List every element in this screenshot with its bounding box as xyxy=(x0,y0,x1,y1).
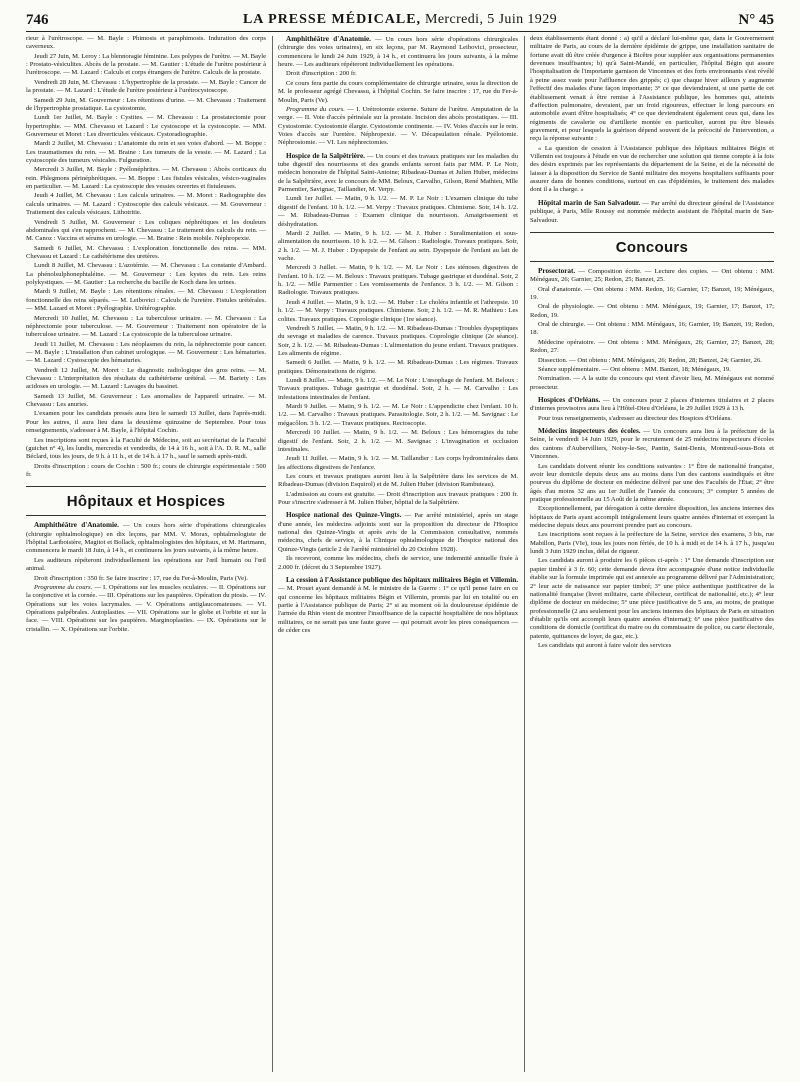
paragraph: — I. Urétrotomie externe. Suture de l'urètre. Amputation de la verge. — II. Voie d'accès périnéale sur la prostate. Incision des abcès prostatiques. — III. Cystostomie. Cystostomie élargie. Cystostomie continente. — IV. Voies d'accès sur le rein. Voies d'accès sur l'uretère. Néphropexie. — V. Décapsulation rénale. Pyélotomie. Néphrostomie. — VI. Les néphrectomies. xyxy=(278,105,518,147)
column-left xyxy=(26,35,266,1075)
running-title xyxy=(26,12,774,28)
item-heading: Amphithéâtre d'Anatomie. xyxy=(286,35,371,43)
schedule-entry: Jeudi 4 Juillet. — Matin, 9 h. 1/2. — M. Huber : Le choléra infantile et l'athrepsie. 10 h. 1/2. — M. Verpy : Travaux pratiques. Chimisme. Soir, 2 h. 1/2. — M. R. Mathieu : Les colites. Travaux pratiques. Coprologie clinique (1re séance). xyxy=(278,298,518,323)
paragraph: rieur à l'urétroscope. — M. Bayle : Phimosis et paraphimosis. Induration des corps caverneux. xyxy=(26,35,266,51)
paragraph: Pour tous renseignements, s'adresser au directeur des Hospices d'Orléans. xyxy=(538,414,732,422)
paragraph: L'admission au cours est gratuite. — Droit d'inscription aux travaux pratiques : 200 fr. Pour s'inscrire s'adresser à M. Julien Huber, hôpital de la Salpêtrière. xyxy=(278,490,518,507)
page-header xyxy=(26,10,774,32)
item-heading: Hospices d'Orléans. xyxy=(538,395,601,404)
paragraph: — Par arrêté du directeur général de l'Assistance publique, à Paris, Mlle Roussy est nommée médecin assistant de l'hôpital marin de San-Salvadour. xyxy=(530,199,774,224)
paragraph: — Par arrêté ministériel, après un stage d'une année, les médecins adjoints sont sur la proposition du directeur de l'Hospice national des Quinze-Vingts et après avis de la Commission consultative, nommés médecins, chefs de service, à la Clinique ophtalmologique de l'hospice national des Quinze-Vingts (article 2 de l'arrêté ministériel du 20 Octobre 1928). xyxy=(278,512,518,553)
paragraph: Les candidats qui auront à faire valoir des services xyxy=(538,642,672,650)
column-middle xyxy=(278,35,518,1075)
paragraph: Droit d'inscription : 350 fr. Se faire inscrire : 17, rue du Fer-à-Moulin, Paris (Ve). xyxy=(34,574,248,582)
paragraph: Jeudi 27 Juin, M. Leroy : La blennoragie féminine. Les polypes de l'urètre. — M. Bayle : Prostato-vésiculites. Abcès de la prostate. — M. Gautier : L'étude de l'urètre postérieur à l'urétroscope. — M. Lazard : Calculs et corps étrangers de l'urètre. Calculs de la prostate. xyxy=(26,52,266,77)
schedule-entry: Vendredi 5 Juillet. — Matin, 9 h. 1/2. — M. Ribadeau-Dumas : Troubles dyspeptiques du sevrage et maladies de carence. Travaux pratiques. Coprologie clinique (2e séance). Soir, 2 h. 1/2. — M. Ribadeau-Dumas : L'alimentation du jeune enfant. Travaux pratiques. Les aliments de régime. xyxy=(278,324,518,357)
paragraph: Ce cours fera partie du cours complémentaire de chirurgie urinaire, sous la direction de M. le professeur agrégé Chevassu, à l'hôpital Cochin. Se faire inscrire : 17, rue du Fer-à-Moulin, Paris (Ve). xyxy=(278,79,518,104)
paragraph: Dissection. — Ont obtenu : MM. Ménégaux, 26; Redon, 28; Banzet, 24; Garnier, 26. xyxy=(538,356,762,364)
paragraph: Séance supplémentaire. — Ont obtenu : MM. Banzet, 18; Ménégaux, 19. xyxy=(538,365,731,373)
paragraph: Samedi 29 Juin, M. Gouverneur : Les rétentions d'urine. — M. Chevassu : Traitement de l'hypertrophie prostatique. La cystostomie. xyxy=(26,96,266,112)
paragraph: Les candidats doivent réunir les conditions suivantes : 1° Être de nationalité française, avoir leur domicile depuis deux ans au moins dans l'un des cantons susindiqués et être pourvus du diplôme de docteur en médecine délivré par une des Facultés de l'État; 2° être âgés d'au moins 32 ans au 1er Juillet de l'année du concours; 3° compter 5 années de pratique professionnelle au 15 Août de la même année. xyxy=(530,462,774,503)
journal-name: LA PRESSE MÉDICALE, xyxy=(242,12,422,27)
paragraph: Exceptionnellement, par dérogation à cette dernière disposition, les anciens internes des hôpitaux de Paris ayant accompli intégralement leurs quatre années d'internat et exerçant la médecine depuis deux ans pourront prendre part au concours. xyxy=(530,505,774,530)
item-heading: Médecins inspecteurs des écoles. xyxy=(538,427,641,436)
schedule-entry: Jeudi 11 Juillet. — Matin, 9 h. 1/2. — M. Taillandier : Les corps hydrominérales dans les affections digestives de l'enfance. xyxy=(278,455,518,471)
paragraph: Les candidats auront à produire les 6 pièces ci-après : 1° Une demande d'inscription sur papier timbré à 3 fr. 60; cette demande devra être accompagnée d'une notice individuelle établie sur la formule imprimée qui est annexée au programme délivré par l'Administration; 2° leur acte de naissance sur papier timbré; 3° une pièce authentique justificative de la nationalité française (livret militaire, carte d'électeur, certificat de nationalité, etc.); 4° leur diplôme de docteur en médecine; 5° une pièce justificative de 5 ans, au moins, de pratique professionnelle (2 ans seulement pour les anciens internes des hôpitaux de Paris en situation d'établir qu'ils ont accompli leurs quatre années d'internat); 6° une pièce justificative des conditions de domicile (certificat du maire ou du commissaire de police, ou carte électorale, patente, quittances de loyer, de gaz, etc.). xyxy=(530,557,774,640)
paragraph: Les inscriptions sont reçues à la préfecture de la Seine, service des examens, 3 bis, rue Mabillon, Paris (VIe), tous les jours non fériés, de 10 h. à midi et de 14 h. à 17 h., jusqu'au lundi 3 Juin 1929 inclus, délai de rigueur. xyxy=(530,531,774,556)
section-heading-concours: Concours xyxy=(530,232,774,262)
paragraph: Oral de physiologie. — Ont obtenu : MM. Ménégaux, 19; Garnier, 17; Banzet, 17; Redon, 19. xyxy=(530,303,774,319)
schedule-entry: Mercredi 10 Juillet. — Matin, 9 h. 1/2. — M. Beloux : Les hémorragies du tube digestif de l'enfant. Soir, 2 h. 1/2. — M. Savignac : L'invagination et occlusion intestinales. xyxy=(278,429,518,453)
paragraph: — Un concours pour 2 places d'internes titulaires et 2 places d'internes provisoires aura lieu à l'Hôtel-Dieu d'Orléans, le 29 Juillet 1929 à 13 h. xyxy=(530,396,774,413)
item-heading: Amphithéâtre d'Anatomie. xyxy=(34,521,119,530)
schedule-entry: Mardi 2 Juillet. — Matin, 9 h. 1/2. — M. J. Huber : Suralimentation et sous-alimentation du nourrisson. 10 h. 1/2. — M. Gilson : Radiologie. Travaux pratiques. Soir, 2 h. 1/2. — M. J. Huber : Dyspepsie de l'enfant au sein. Dyspepsie de l'enfant au lait de vache. xyxy=(278,229,518,262)
paragraph: deux établissements étant donné : a) qu'il a déclaré lui-même que, dans le Gouvernement militaire de Paris, au cours de la dernière épidémie de grippe, une installation sanitaire de fortune avait dû être créée d'urgence à Bicêtre pour suppléer aux organisations permanentes devenues insuffisantes; b) qu'à Saint-Mandé, en particulier, l'hôpital Bégin qui assure l'hospitalisation de l'importante garnison de Vincennes et des forts environnants s'est révélé à peine assez vaste pour l'affluence des grippés; c) que chaque hiver ailleurs y augmente l'effectif des malades d'une façon importante; 3° ce que deviendraient, si une partie de cet établissement venait à être remise à l'Assistance publique, les hommes qui, atteints d'affection pulmonaire, devraient, par un froid rigoureux, effectuer le long parcours en automobile avant d'être hospitalisés; 4° ce que deviendraient également ceux qui, dans les régiments de cavalerie ou d'artillerie montée en particulier, auront pu être blessés gravement, et pour lesquels la guérison dépend souvent de la précocité de l'intervention, a reçu la réponse suivante : xyxy=(530,35,774,143)
paragraph: Jeudi 11 Juillet, M. Chevassu : Les néoplasmes du rein, la néphrectomie pour cancer. — M. Bayle : L'installation d'un cabinet urologique. — M. Gouverneur : Les hématuries. — M. Lazard : Cystoscopie des hématuries. xyxy=(26,340,266,365)
paragraph: Vendredi 28 Juin, M. Chevassu : L'hypertrophie de la prostate. — M. Bayle : Cancer de la prostate. — M. Lazard : L'étude de l'urètre postérieur à l'urétrocystoscope. xyxy=(26,78,266,95)
paragraph: — Composition écrite. — Lecture des copies. — Ont obtenu : MM. Ménégaux, 26; Garnier, 25; Redon, 25; Banzet, 25. xyxy=(530,267,774,284)
paragraph: Lundi 1er Juillet, M. Bayle : Cystites. — M. Chevassu : La prostatectomie pour hypertrophie. — MM. Chevassu et Lazard : Le cystoscope et la cystoscopie. — MM. Gouverneur et Moret : Les diverticules vésicaux. Cystoradiographie. xyxy=(26,114,266,138)
paragraph: Les auditeurs répéteront individuellement les opérations sur l'œil humain ou l'œil animal. xyxy=(26,556,266,573)
issue-date: Mercredi, 5 Juin 1929 xyxy=(424,12,558,27)
paragraph: Les cours et travaux pratiques auront lieu à la Salpêtrière dans les services de M. Ribadeau-Dumas (division Esquirol) et de M. Julien Huber (division Rambuteau). xyxy=(278,472,518,489)
header-rule xyxy=(26,31,774,32)
paragraph: Mercredi 3 Juillet, M. Bayle : Pyélonéphrites. — M. Chevassu : Abcès corticaux du rein. Phlegmons périnéphrétiques. — M. Boppe : Les fistules vésicales, vésico-vaginales en particulier. — M. Lazard : La cystoscopie des vessies ouvertes et fistuleuses. xyxy=(26,166,266,191)
schedule-entry: Lundi 1er Juillet. — Matin, 9 h. 1/2. — M. P. Le Noir : L'examen clinique du tube digestif de l'enfant. 10 h. 1/2. — M. Verpy : Travaux pratiques. Chimisme. Soir, 14 h. 1/2. — M. Ribadeau-Dumas : Examen clinique du nourrisson. Amaigrissement et déshydratation. xyxy=(278,195,518,228)
item-heading: Hospice de la Salpêtrière. xyxy=(286,151,365,160)
paragraph: — Un concours aura lieu à la préfecture de la Seine, le vendredi 14 Juin 1929, pour le recrutement de 25 médecins inspecteurs d'écoles des cantons d'Aubervilliers, Noisy-le-Sec, Pantin, Saint-Denis, Montreuil-sous-Bois et Vincennes. xyxy=(530,428,774,461)
paragraph: Oral d'anatomie. — Ont obtenu : MM. Redon, 16; Garnier, 17; Banzet, 19; Ménégaux, 19. xyxy=(530,285,774,302)
paragraph: Les inscriptions sont reçues à la Faculté de Médecine, soit au secrétariat de la Faculté (guichet n° 4), les lundis, mercredis et vendredis, de 14 à 16 h., soit à l'A. D. R. M., salle Béclard, tous les jours, de 9 h. à 11 h., et de 14 h. à 17 h., sauf le samedi après-midi. xyxy=(26,436,266,461)
paragraph: Mardi 2 Juillet, M. Chevassu : L'anatomie du rein et ses voies d'abord. — M. Boppe : Les traumatismes du rein. — M. Braine : Les tumeurs de la vessie. — M. Lazard : La cystoscopie des tumeurs vésicales. Fulguration. xyxy=(26,140,266,165)
item-heading: Hospice national des Quinze-Vingts. xyxy=(286,511,402,520)
column-divider xyxy=(272,36,273,1072)
schedule-entry: Samedi 6 Juillet. — Matin, 9 h. 1/2. — M. Ribadeau-Dumas : Les régimes. Travaux pratiques. Démonstrations de régime. xyxy=(278,359,518,375)
paragraph: Nomination. — A la suite du concours qui vient d'avoir lieu, M. Ménégaux est nommé prosecteur. xyxy=(530,375,774,391)
item-heading: La cession à l'Assistance publique des hôpitaux militaires Bégin et Villemin. xyxy=(286,575,518,584)
schedule-entry: Mardi 9 Juillet. — Matin, 9 h. 1/2. — M. Le Noir : L'appendicite chez l'enfant. 10 h. 1/2. — M. Carvalho : Travaux pratiques. Parasitologie. Soir, 2 h. 1/2. — M. Savignac : Le mégacôlon. 3 h. 1/2. — Travaux pratiques. Rectoscopie. xyxy=(278,403,518,427)
issue-number: N° 45 xyxy=(738,12,774,28)
paragraph: Droits d'inscription : cours de Cochin : 500 fr.; cours de chirurgie expérimentale : 500 fr. xyxy=(26,462,266,478)
paragraph: Jeudi 4 Juillet, M. Chevassu : Les calculs urinaires. — M. Moret : Radiographie des calculs urinaires. — M. Lazard : Cystoscopie des calculs vésicaux. — M. Gouverneur : Traitement des calculs vésicaux. Lithotritie. xyxy=(26,192,266,217)
paragraph: — Un cours hors série d'opérations chirurgicales (chirurgie ophtalmologique) en dix leçons, par MM. V. Morax, ophtalmologiste de l'hôpital Lariboisière, Magitot et Bollack, ophtalmologistes des hôpitaux, et M. Hartmann, commencera le mardi 18 Juin, à 14 h., et continuera les jours suivants, à la même heure. xyxy=(26,522,266,555)
program-label: Programme du cours. xyxy=(286,105,345,113)
item-heading: Hôpital marin de San Salvadour. xyxy=(538,198,641,207)
column-right xyxy=(530,35,774,1075)
paragraph: « La question de cession à l'Assistance publique des hôpitaux militaires Bégin et Villemin est toujours à l'étude en vue de rechercher une solution qui tienne compte à la fois des désirs exprimés par les représentants du département de la Seine, et de la nécessité de laisser à la disposition du Service de Santé militaire des moyens hospitaliers suffisants pour assurer dans de bonnes conditions, surtout en cas d'épidémies, le traitement des malades dont il a la charge. » xyxy=(530,144,774,194)
paragraph: L'examen pour les candidats pressés aura lieu le samedi 13 Juillet, dans l'après-midi. Pour les autres, il aura lieu dans la deuxième quinzaine de Septembre. Pour tous renseignements, s'adresser à M. Bayle, à l'hôpital Cochin. xyxy=(26,410,266,435)
paragraph: Mercredi 10 Juillet, M. Chevassu : La tuberculose urinaire. — M. Chevassu : La néphrectomie pour tuberculose. — M. Gouverneur : Traitement non opératoire de la tuberculose urinaire. — M. Lazard : La cystoscopie de la tuberculose urinaire. xyxy=(26,314,266,339)
paragraph: Médecine opératoire. — Ont obtenu : MM. Ménégaux, 26; Garnier, 27; Banzet, 28; Redon, 27. xyxy=(530,338,774,355)
paragraph: — I. Opérations sur les muscles oculaires. — II. Opérations sur la conjonctive et la cornée. — III. Opérations sur les paupières. Opération du ptosis. — IV. Opérations sur les voies lacrymales. — V. Opérations antiglaucomateuses. — VI. Opérations palpébrales. Autoplasties. — VII. Opérations sur le globe et l'orbite et sur la face. — VIII. Opérations sur les paupières. Marginoplasties. — IX. Opérations sur le cristallin. — X. Opérations sur l'orbite. xyxy=(26,583,266,633)
section-heading-hopitaux: Hôpitaux et Hospices xyxy=(26,486,266,516)
paragraph: — Un cours et des travaux pratiques sur les maladies du tube digestif des nourrissons et des grands enfants seront faits par MM. P. Le Noir, médecin honoraire de l'hôpital Saint-Antoine; Ribadeau-Dumas et Julien Huber, médecins de la Salpêtrière, avec le concours de MM. Beloux, Carvalho, Gilson, René Mathieu, Mlle Parmentier, Savignac, Taillandier, M. Verpy. xyxy=(278,152,518,194)
paragraph: Mardi 9 Juillet, M. Bayle : Les rétentions rénales. — M. Chevassu : L'exploration fonctionnelle des reins séparés. — M. Leibovici : Calculs de l'uretère. Fistules urétérales. — MM. Lazard et Moret : Pyélographie. Urétérographie. xyxy=(26,288,266,313)
paragraph: — Un cours hors série d'opérations chirurgicales (chirurgie des voies urinaires), en six leçons, par M. Raymond Leibovici, prosecteur, commencera le lundi 24 Juin 1929, à 14 h., et continuera les jours suivants, à la même heure. — Les auditeurs répéteront individuellement les opérations. xyxy=(278,36,518,69)
schedule-entry: Lundi 8 Juillet. — Matin, 9 h. 1/2. — M. Le Noir : L'œsophage de l'enfant. M. Beloux : Travaux pratiques. Tubage gastrique et duodénal. Soir, 2 h. — M. Carvalho : Les infestations intestinales de l'enfant. xyxy=(278,377,518,401)
paragraph: Vendredi 5 Juillet, M. Gouverneur : Les coliques néphrétiques et les douleurs abdominales qui s'en rapprochent. — M. Chevassu : Le traitement des calculs du rein. — M. Canoz : Vaccins et sérums en urologie. — M. Braine : Rein mobile. Néphropexie. xyxy=(26,218,266,243)
paragraph: Droit d'inscription : 200 fr. xyxy=(286,70,357,78)
paragraph: Ils recevront, comme les médecins, chefs de service, une indemnité annuelle fixée à 2.000 fr. (décret du 3 Septembre 1927). xyxy=(278,555,518,571)
paragraph: Lundi 8 Juillet, M. Chevassu : L'azotémie. — M. Chevassu : La constante d'Ambard. La phénolsulphonephtaléine. — M. Gouverneur : Les kystes du rein. Les reins polykystiques. — M. Gautier : La recherche du bacille de Koch dans les urines. xyxy=(26,262,266,287)
schedule-entry: Mercredi 3 Juillet. — Matin, 9 h. 1/2. — M. Le Noir : Les sténoses digestives de l'enfant. 10 h. 1/2. — M. Beloux : Travaux pratiques. Tubage gastrique et duodénal. Soir, 2 h. 1/2. — Mlle Parmentier : Les vomissements de l'enfance. 3 h. 1/2. — M. Gilson : Radiologie. Travaux pratiques. xyxy=(278,264,518,297)
paragraph: Samedi 6 Juillet, M. Chevassu : L'exploration fonctionnelle des reins. — MM. Chevassu et Lazard : Le cathétérisme des uretères. xyxy=(26,244,266,260)
paragraph: Oral de chirurgie. — Ont obtenu : MM. Ménégaux, 16; Garnier, 19; Banzet, 19; Redon, 18. xyxy=(530,321,774,337)
page-number: 746 xyxy=(26,12,49,28)
paragraph: — M. Prouet ayant demandé à M. le ministre de la Guerre : 1° ce qu'il pense faire en ce qui concerne les hôpitaux militaires Bégin et Villemin, promis par lui en totalité ou en partie à l'Assistance publique de Paris; 2° si au moment où la douloureuse épidémie de l'armée du Rhin vient de montrer l'insuffisance de la capacité hospitalière de nos hôpitaux militaires, ce ne serait pas une faute grave — qui pourrait avoir les pires conséquences — de céder ces xyxy=(278,585,518,635)
item-heading: Prosectorat. xyxy=(538,266,576,275)
paragraph: Vendredi 12 Juillet, M. Moret : Le diagnostic radiologique des gros reins. — M. Chevassu : L'interprétation des résultats du cathétérisme urétéral. — M. Bariety : Les acidoses en urologie. — M. Lazard : Lavages du bassinet. xyxy=(26,366,266,391)
paragraph: Samedi 13 Juillet, M. Gouverneur : Les anomalies de l'appareil urinaire. — M. Chevassu : Les anuries. xyxy=(26,392,266,409)
program-label: Programme du cours. xyxy=(34,583,93,591)
column-divider xyxy=(524,36,525,1072)
